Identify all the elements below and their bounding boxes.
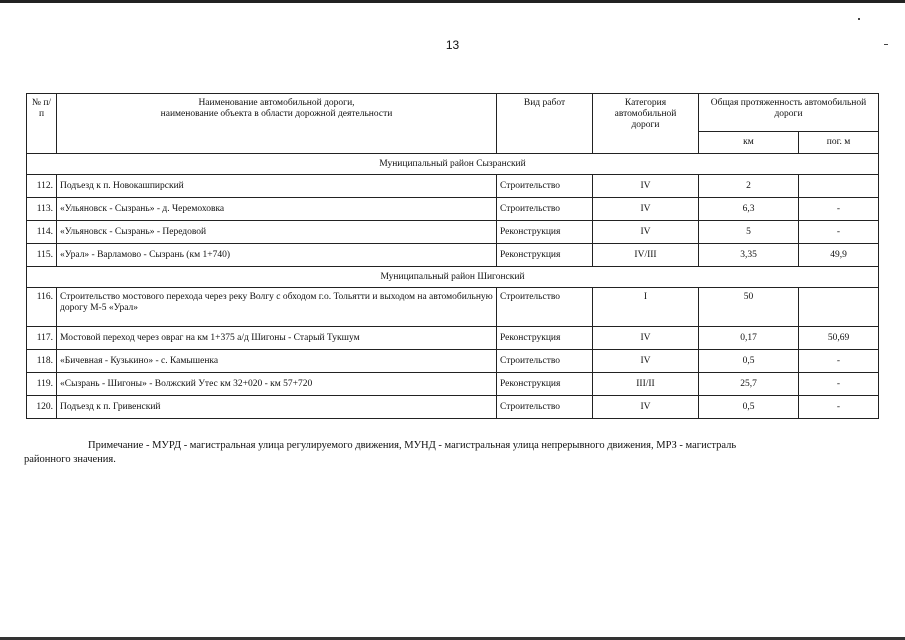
header-num: № п/п	[27, 94, 57, 154]
page-number: 13	[445, 38, 460, 52]
cell-work: Реконструкция	[497, 221, 593, 244]
header-category-line1: Категория	[624, 98, 667, 108]
cell-category: IV	[593, 327, 699, 350]
header-name	[57, 94, 497, 154]
table-row	[27, 288, 879, 327]
header-name-line1: Наименование автомобильной дороги,	[198, 98, 355, 108]
table-row	[27, 221, 879, 244]
cell-km: 25,7	[699, 373, 799, 396]
cell-km: 50	[699, 288, 799, 327]
section-title: Муниципальный район Шигонский	[27, 267, 879, 288]
footnote	[24, 439, 878, 467]
cell-name: Подъезд к п. Новокашпирский	[57, 175, 497, 198]
cell-work: Строительство	[497, 288, 593, 327]
cell-work: Реконструкция	[497, 244, 593, 267]
cell-work: Строительство	[497, 350, 593, 373]
cell-km: 5	[699, 221, 799, 244]
cell-num: 120.	[27, 396, 57, 419]
cell-pog-m: -	[799, 221, 879, 244]
cell-num: 119.	[27, 373, 57, 396]
header-km: км	[699, 132, 799, 154]
cell-km: 2	[699, 175, 799, 198]
cell-num: 113.	[27, 198, 57, 221]
cell-num: 112.	[27, 175, 57, 198]
cell-work: Реконструкция	[497, 327, 593, 350]
table-row	[27, 350, 879, 373]
cell-category: IV	[593, 396, 699, 419]
cell-km: 0,17	[699, 327, 799, 350]
section-title: Муниципальный район Сызранский	[27, 154, 879, 175]
cell-category: IV/III	[593, 244, 699, 267]
cell-name: «Ульяновск - Сызрань» - Передовой	[57, 221, 497, 244]
cell-pog-m: 49,9	[799, 244, 879, 267]
cell-work: Строительство	[497, 198, 593, 221]
cell-category: I	[593, 288, 699, 327]
cell-name: «Урал» - Варламово - Сызрань (км 1+740)	[57, 244, 497, 267]
cell-category: III/II	[593, 373, 699, 396]
cell-km: 0,5	[699, 396, 799, 419]
cell-num: 118.	[27, 350, 57, 373]
cell-category: IV	[593, 198, 699, 221]
cell-work: Строительство	[497, 175, 593, 198]
table-header	[27, 94, 879, 154]
header-work: Вид работ	[497, 94, 593, 154]
footnote-line1: Примечание - МУРД - магистральная улица регулируемого движения, МУНД - магистральная улица непрерывного движения, МРЗ - магистраль	[88, 440, 737, 451]
header-length	[699, 94, 879, 132]
cell-name: Подъезд к п. Гривенский	[57, 396, 497, 419]
header-category-line3: дороги	[631, 119, 660, 130]
table-row	[27, 175, 879, 198]
cell-km: 0,5	[699, 350, 799, 373]
table-row	[27, 198, 879, 221]
roads-table	[26, 93, 879, 419]
footnote-line2: районного значения.	[24, 454, 116, 465]
cell-category: IV	[593, 221, 699, 244]
header-pog-m: пог. м	[799, 132, 879, 154]
cell-pog-m: -	[799, 198, 879, 221]
table-row	[27, 327, 879, 350]
cell-category: IV	[593, 175, 699, 198]
table-row	[27, 396, 879, 419]
header-name-line2: наименование объекта в области дорожной деятельности	[160, 108, 393, 119]
header-category-line2: автомобильной	[614, 108, 677, 119]
cell-pog-m	[799, 288, 879, 327]
table-body	[27, 154, 879, 419]
cell-name: «Ульяновск - Сызрань» - д. Черемоховка	[57, 198, 497, 221]
cell-pog-m: -	[799, 396, 879, 419]
cell-num: 115.	[27, 244, 57, 267]
table-row	[27, 373, 879, 396]
cell-num: 114.	[27, 221, 57, 244]
cell-name: «Бичевная - Кузькино» - с. Камышенка	[57, 350, 497, 373]
header-length-line1: Общая протяженность автомобильной	[710, 98, 867, 108]
cell-category: IV	[593, 350, 699, 373]
cell-name: Строительство мостового перехода через реку Волгу с обходом г.о. Тольятти и выходом на автомобильную дорогу М-5 «Урал»	[57, 288, 497, 327]
cell-pog-m: 50,69	[799, 327, 879, 350]
cell-km: 6,3	[699, 198, 799, 221]
cell-work: Строительство	[497, 396, 593, 419]
cell-num: 117.	[27, 327, 57, 350]
scan-top-edge	[0, 0, 905, 3]
section-row	[27, 154, 879, 175]
cell-name: «Сызрань - Шигоны» - Волжский Утес км 32+020 - км 57+720	[57, 373, 497, 396]
cell-pog-m	[799, 175, 879, 198]
cell-num: 116.	[27, 288, 57, 327]
header-category	[593, 94, 699, 154]
cell-work: Реконструкция	[497, 373, 593, 396]
cell-pog-m: -	[799, 373, 879, 396]
section-row	[27, 267, 879, 288]
cell-name: Мостовой переход через овраг на км 1+375 а/д Шигоны - Старый Тукшум	[57, 327, 497, 350]
scan-speck	[858, 18, 860, 20]
cell-pog-m: -	[799, 350, 879, 373]
header-length-line2: дороги	[774, 108, 803, 119]
cell-km: 3,35	[699, 244, 799, 267]
table-row	[27, 244, 879, 267]
